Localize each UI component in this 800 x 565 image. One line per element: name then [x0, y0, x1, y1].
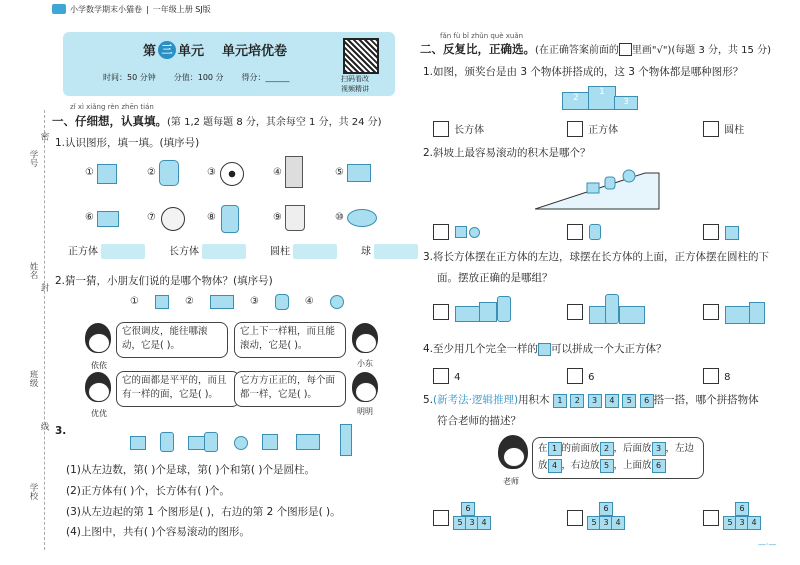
- q3-line-2: (2)正方体有( )个，长方体有( )个。: [66, 485, 230, 497]
- q2-num-2: ②: [184, 296, 194, 307]
- q2-opt-c-shape: [725, 226, 739, 240]
- q5b-top: 6: [599, 502, 613, 516]
- kid-name-youyou: 优优: [91, 409, 107, 418]
- q5-tag: (新考法·逻辑推理): [433, 394, 519, 406]
- q3-option-b-checkbox[interactable]: [567, 304, 583, 320]
- kid-name-xiaodong: 小东: [357, 359, 373, 368]
- q5a-top: 6: [461, 502, 475, 516]
- q3-shape-7: [296, 434, 320, 450]
- bubble-xiaodong: 它上下一样粗，而且能滚动，它是( )。: [234, 322, 346, 358]
- basketball-icon: [161, 207, 185, 231]
- q3-options: [433, 292, 763, 328]
- q2-cylinder: [275, 294, 289, 310]
- q1-option-b: 正方体: [588, 125, 619, 136]
- q3-shape-2: [160, 432, 174, 452]
- q2-option-b-checkbox[interactable]: [567, 224, 583, 240]
- s2-q1: 1.如图，颁奖台是由 3 个物体拼搭成的，这 3 个物体都是哪种图形？: [423, 66, 744, 78]
- sidebar-label-number: 学号: [28, 150, 38, 167]
- q5-option-b-checkbox[interactable]: [567, 510, 583, 526]
- s1-q1: 1.认识图形，填一填。(填序号): [55, 137, 200, 149]
- small-cube-icon: [538, 343, 551, 356]
- kid-name-mingming: 明明: [357, 407, 373, 416]
- q5c-3: 4: [747, 516, 761, 530]
- q1-num-1: ①: [85, 167, 94, 178]
- podium-1: 1: [588, 86, 616, 110]
- q5-option-c-checkbox[interactable]: [703, 510, 719, 526]
- q2-opt-b-shape: [589, 224, 601, 240]
- q2-num-1: ①: [130, 296, 139, 307]
- unit-title: 单元培优卷: [222, 44, 288, 59]
- bubble-yiyi: 它很调皮，能往哪滚动，它是( )。: [116, 322, 228, 358]
- q2-option-a-checkbox[interactable]: [433, 224, 449, 240]
- s2-q5: 5.(新考法·逻辑推理)用积木 1 2 3 4 5 6 搭一搭，哪个拼搭物体: [423, 394, 759, 406]
- q2-cube: [155, 295, 169, 309]
- q2-num-4: ④: [304, 296, 314, 307]
- note-box-icon: [619, 43, 632, 56]
- cylinder-can-shape: [159, 160, 179, 186]
- disc-shape: [347, 209, 377, 227]
- section2-title: 二、反复比，正确选。(在正确答案前面的 里画"√")(每题 3 分，共 15 分): [420, 42, 771, 56]
- answer-cylinder[interactable]: [293, 244, 337, 259]
- q4-options: [433, 365, 763, 385]
- kid-avatar-mingming: [352, 372, 378, 406]
- q5-option-a-checkbox[interactable]: [433, 510, 449, 526]
- soccer-ball-icon: [220, 162, 244, 186]
- answer-cuboid[interactable]: [202, 244, 246, 259]
- spool-shape: [221, 205, 239, 233]
- slope-illustration: [535, 163, 665, 213]
- q4-option-b: 6: [588, 372, 595, 383]
- qr-caption-1: 扫码看改: [341, 75, 369, 83]
- q1-option-a: 长方体: [454, 125, 485, 136]
- grade-label: 一年级上册 SJ版: [152, 4, 211, 14]
- q2-opt-a-shape: [455, 226, 467, 238]
- q1-option-b-checkbox[interactable]: [567, 121, 583, 137]
- box-shape: [97, 211, 119, 227]
- q4-option-b-checkbox[interactable]: [567, 368, 583, 384]
- q1-num-7: ⑦: [147, 212, 156, 223]
- unit-header: [63, 32, 395, 96]
- cube-shape: [97, 164, 117, 184]
- q3-shape-8: [340, 424, 352, 456]
- q3a-block-2: [479, 302, 497, 322]
- podium-3: 3: [614, 96, 638, 110]
- podium-2: 2: [562, 92, 590, 110]
- kid-avatar-xiaodong: [352, 323, 378, 357]
- section1-title: 一、仔细想，认真填。(第 1,2 题每题 8 分，其余每空 1 分，共 24 分): [52, 114, 382, 128]
- q2-num-3: ③: [249, 296, 259, 307]
- kid-avatar-yiyi: [85, 323, 111, 357]
- q2-cuboid: [210, 295, 234, 309]
- bubble-youyou: 它的面都是平平的，而且有一样的面，它是( )。: [116, 371, 240, 407]
- seal-word-1: 密: [39, 132, 49, 141]
- qr-caption-2: 视频精讲: [341, 85, 369, 93]
- q4-option-c: 8: [724, 372, 731, 383]
- s1-q3: 3.: [55, 425, 67, 437]
- q3b-block-3: [619, 306, 645, 324]
- q3b-block-2: [605, 294, 619, 324]
- sidebar-label-name: 姓名: [28, 262, 38, 279]
- q1-num-2: ②: [147, 167, 156, 178]
- series-logo: [52, 4, 66, 14]
- q5a-3: 4: [477, 516, 491, 530]
- q3-line-3: (3)从左边起的第 1 个图形是( )，右边的第 2 个图形是( )。: [66, 506, 341, 518]
- q1-option-c: 圆柱: [724, 125, 745, 136]
- q1-num-6: ⑥: [85, 212, 94, 223]
- seal-word-2: 封: [39, 283, 49, 292]
- q3-line-1: (1)从左边数，第( )个是球，第( )个和第( )个是圆柱。: [66, 464, 315, 476]
- q1-option-c-checkbox[interactable]: [703, 121, 719, 137]
- q5c-2: 3: [735, 516, 749, 530]
- answer-cube[interactable]: [101, 244, 145, 259]
- bubble-mingming: 它方方正正的，每个面都一样，它是( )。: [234, 371, 346, 407]
- got-score: 得分：______: [241, 73, 290, 82]
- q5b-3: 4: [611, 516, 625, 530]
- q3c-block-1: [725, 306, 751, 324]
- q5-block-6: 6: [640, 394, 654, 408]
- label-cylinder: 圆柱: [270, 246, 290, 258]
- teacher-label: 老师: [503, 477, 519, 486]
- q1-num-10: ⑩: [335, 212, 344, 223]
- q1-shapes-row2: [85, 205, 385, 235]
- q1-num-3: ③: [207, 167, 216, 178]
- q5-block-5: 5: [622, 394, 636, 408]
- section1-note: (第 1,2 题每题 8 分，其余每空 1 分，共 24 分): [167, 117, 382, 128]
- q5-block-3: 3: [588, 394, 602, 408]
- q5b-2: 3: [599, 516, 613, 530]
- fridge-icon: [285, 156, 303, 188]
- cup-icon: [285, 205, 305, 231]
- kid-name-yiyi: 依依: [91, 361, 107, 370]
- q3-shape-1: [130, 436, 146, 450]
- q2-option-c-checkbox[interactable]: [703, 224, 719, 240]
- section1-pinyin: zǐ xì xiǎng rèn zhēn tián: [70, 103, 154, 111]
- q2-options: [433, 222, 763, 242]
- sidebar-label-school: 学校: [28, 483, 38, 500]
- s2-q5-line2: 符合老师的描述？: [437, 415, 521, 427]
- top-series-bar: 小学数学期末小猫卷 | 一年级上册 SJ版: [52, 2, 211, 16]
- series-title: 小学数学期末小猫卷: [70, 4, 142, 14]
- q3-shape-4: [204, 432, 218, 452]
- cuboid-shape: [347, 164, 371, 182]
- q1-shapes-row1: [85, 160, 385, 190]
- answer-sphere[interactable]: [374, 244, 418, 259]
- q3-line-4: (4)上图中，共有( )个容易滚动的图形。: [66, 526, 250, 538]
- s2-q2: 2.斜坡上最容易滚动的积木是哪个？: [423, 147, 591, 159]
- label-sphere: 球: [361, 246, 371, 258]
- label-cube: 正方体: [68, 246, 98, 258]
- unit-number: 三: [158, 41, 176, 59]
- q4-option-a: 4: [454, 372, 461, 383]
- q3a-block-3: [497, 296, 511, 322]
- sidebar-label-class: 班级: [28, 370, 38, 387]
- score-info: 分值：100 分: [173, 73, 224, 82]
- q5-options: [433, 498, 763, 532]
- q3-option-c-checkbox[interactable]: [703, 304, 719, 320]
- q1-num-9: ⑨: [273, 212, 282, 223]
- label-cuboid: 长方体: [169, 246, 199, 258]
- s1-q2: 2.猜一猜，小朋友们说的是哪个物体？(填序号): [55, 275, 273, 287]
- q5a-1: 5: [453, 516, 467, 530]
- teacher-bubble: 在 1 的前面放 2 ，后面放 3 ，左边 放 4 ，右边放 5 ，上面放 6: [532, 437, 704, 479]
- q1-answer-row: [68, 244, 398, 260]
- seal-word-3: 线: [39, 422, 49, 431]
- q3-option-a-checkbox[interactable]: [433, 304, 449, 320]
- teacher-avatar: [498, 435, 528, 471]
- q5a-2: 3: [465, 516, 479, 530]
- q5-block-4: 4: [605, 394, 619, 408]
- q5-block-1: 1: [553, 394, 567, 408]
- q2-opt-a-sphere: [469, 227, 480, 238]
- q4-option-c-checkbox[interactable]: [703, 368, 719, 384]
- q3-shape-6: [262, 434, 278, 450]
- q5c-top: 6: [735, 502, 749, 516]
- unit-prefix: 第: [143, 44, 157, 59]
- kid-avatar-youyou: [85, 372, 111, 406]
- s2-q4: 4.至少用几个完全一样的 可以拼成一个大正方体？: [423, 343, 667, 355]
- page-number: —·—: [758, 540, 777, 549]
- q3a-block-1: [455, 306, 481, 322]
- q3-shape-5: [234, 436, 248, 450]
- q1-num-4: ④: [273, 167, 282, 178]
- s2-q3-line1: 3.将长方体摆在正方体的左边，球摆在长方体的上面，正方体摆在圆柱的下: [423, 251, 770, 263]
- section2-pinyin: fǎn fù bǐ zhǔn què xuǎn: [440, 32, 524, 40]
- q3-shapes: [100, 428, 360, 456]
- q1-num-5: ⑤: [335, 167, 344, 178]
- q2-sphere: [330, 295, 344, 309]
- time-info: 时间：50 分钟: [103, 73, 156, 82]
- unit-suffix: 单元: [178, 44, 205, 59]
- q4-option-a-checkbox[interactable]: [433, 368, 449, 384]
- q1-option-a-checkbox[interactable]: [433, 121, 449, 137]
- s2-q3-line2: 面。摆放正确的是哪组？: [437, 272, 553, 284]
- q3c-block-2: [749, 302, 765, 324]
- q5b-1: 5: [587, 516, 601, 530]
- q1-num-8: ⑧: [207, 212, 216, 223]
- q5-block-2: 2: [570, 394, 584, 408]
- binding-line: [44, 110, 45, 550]
- podium: [562, 86, 642, 108]
- q5c-1: 5: [723, 516, 737, 530]
- qr-code[interactable]: [343, 38, 379, 74]
- q2-shapes: [130, 294, 344, 310]
